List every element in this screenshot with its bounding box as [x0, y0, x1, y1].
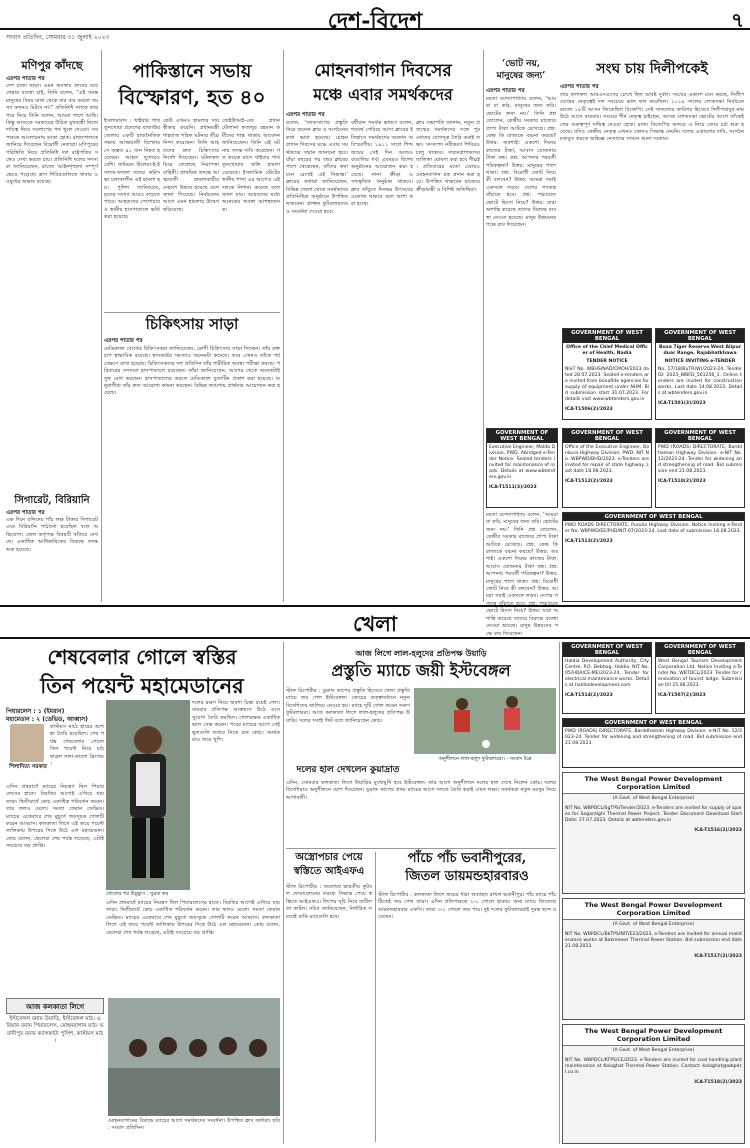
- bhabanipur-headline-2: জিতল ডায়মন্ডহারবারও: [405, 869, 529, 884]
- manipur-kicker: এরপর পাতার পর: [6, 76, 45, 82]
- wbpdcl-body: NIT No. WBPDCL/KTPS/CE/2023. e-Tenders are invited for coal handling plant maintenance at Kolaghat Thermal Power Station. Contact: kolaghat@wbpdcl.co.in: [565, 1058, 742, 1075]
- ifa-body: স্টাফ রিপোর্টার : অবশেষে ভারতীয় ফুটবল ফেডারেশনের তরফে সিদ্ধান্ত পেয়ে স্বস্তিতে আইএফএ। লিগের সূচি নিয়ে জটিলতা কাটল। সচিব জানিয়েছেন, নির্ধারিত সময়েই বাকি ম্যাচগুলি হবে।: [286, 884, 372, 920]
- eastbengal-body: স্টাফ রিপোর্টার : ডুরান্ড কাপের প্রস্তুতি হিসেবে খেলা প্রস্তুতি ম্যাচে জয় পেল ইস্টবেঙ্গল। কোচের তত্ত্বাবধানে নতুন বিদেশিদের ঝালিয়ে নেওয়া হয়। ম্যাচে দুটি গোল করেন তরুণ ফুটবলাররা। আজ কলকাতা লিগে লাল-হলুদের প্রতিপক্ষ উয়াড়ি। দলের সবাই ফিট বলে জানিয়েছেন কোচ।: [286, 688, 410, 724]
- ad-body: West Bengal Tourism Development Corporation Ltd. Notice Inviting e-Tender No. WBTDCL/2023. Tender for renovation of tourist lodge. Submission till 25.08.2023.: [658, 659, 742, 688]
- health-headline: চিকিৎসায় সাড়া: [145, 315, 239, 333]
- divider: [286, 848, 556, 849]
- wbpdcl-name: The West Bengal Power Development Corporation Limited: [563, 1025, 744, 1046]
- dateline: সংবাদ প্রতিদিন, সোমবার ৩১ জুলাই ২০২৩: [6, 34, 110, 41]
- wbpdcl-body: NIT No. WBPDCL/BkTPS/NIT/E23/2023. e-Tenders are invited for annual maintenance works at Bakreswar Thermal Power Station. Bid submission end date 21.08.2023.: [565, 932, 742, 949]
- eastbengal-caption: অনুশীলনে লাল-হলুদ ফুটবলাররা। - সংবাদ চিত্র: [438, 756, 532, 762]
- mohunbagan-kicker: এরপর পাতার পর: [286, 112, 325, 118]
- tender-ad: [655, 328, 745, 420]
- ad-header: GOVERNMENT OF WEST BENGAL: [563, 329, 651, 343]
- mohammedan-body-more: এদিন প্রথমার্ধে ম্যাচের নিয়ন্ত্রণ ছিল পিয়ারলেসের হাতে। বিরতির আগেই এগিয়ে যায় তারা। দ্বিতীয়ার্ধে কোচ একাধিক পরিবর্তন করেন। তার ফলও মেলে। সমতা ফেরান ডেভিড। ম্যাচের একেবারে শেষ মুহূর্তে জয়সূচক গোলটি করেন আব্বাস। কলকাতা লিগে এই জয়ে পয়েন্ট তালিকায় উপরের দিকে উঠে এল মহামেডান। কোচ বলেন, ছেলেরা শেষ পর্যন্ত লড়েছে, এটাই সবচেয়ে বড় প্রাপ্তি।: [106, 900, 280, 936]
- bhabanipur-body: স্টাফ রিপোর্টার : কলকাতা লিগে জয়ের ধারা অব্যাহত রাখল ভবানীপুর। পাঁচ ম্যাচে পাঁচটিতেই জয় পেল তারা। এদিন প্রতিপক্ষকে ২-০ গোলে হারায়। অন্য ম্যাচে জিতেছে ডায়মন্ডহারবার এফসি। তারা ৩-১ গোলে জয় পায়। দুই দলের ফুটবলাররাই দুরন্ত ছন্দে রয়েছেন।: [378, 892, 556, 921]
- divider: [104, 312, 280, 313]
- manipur-body: দেশ রাজ্য ছাড়া। এমন অবস্থায় তাদের ঘরে ফেরার ব্যবস্থা চাই, তিনি বলেন, “এই সমস্ত মানুষের বিষয় মাথা থেকে বার বার করলে সমস্যা কখনও মিটবে না।” প্রতিনিধি দলকে তারপরে নিয়ে তিনি বলেন, আমরা পাশে আছি। কিন্তু আজকে সরকারের উচিত মুখ্যমন্ত্রী নিজে দায়িত্ব নিয়ে সংলাপের পথ খুলে দেওয়া। সব পক্ষকে আলোচনায় ডাকা হোক। রাজ্যপালকে জানিয়ে দিয়েছেন বিরোধী নেতারা। মণিপুরের পরিস্থিতি নিয়ে প্রতিনিধি দল রাষ্ট্রপতির সঙ্গেও দেখা করতে চায়। প্রতিনিধি দলের সদস্যরা জানিয়েছেন, রাজ্যে আইনশৃঙ্খলা সম্পূর্ণ ভেঙে পড়েছে। ত্রাণ শিবিরগুলিতে খাবার ও ওষুধের অভাব রয়েছে।: [6, 83, 98, 186]
- wbpdcl-ad: [562, 1024, 745, 1144]
- ad-body: PWD (ROADS) DIRECTORATE, Barddhaman Highway Division. e-NIT No. 12/2023-24. Tender for widening and strengthening of road. Bid submission end 21.08.2023.: [658, 445, 742, 474]
- mohammedan-body: এদিন প্রথমার্ধে ম্যাচের নিয়ন্ত্রণ ছিল পিয়ারলেসের হাতে। বিরতির আগেই এগিয়ে যায় তারা। দ্বিতীয়ার্ধে কোচ একাধিক পরিবর্তন করেন। তার ফলও মেলে। সমতা ফেরান ডেভিড। ম্যাচের একেবারে শেষ মুহূর্তে জয়সূচক গোলটি করেন আব্বাস। কলকাতা লিগে এই জয়ে পয়েন্ট তালিকায় উপরের দিকে উঠে এল মহামেডান। কোচ বলেন, ছেলেরা শেষ পর্যন্ত লড়েছে, এটাই সবচেয়ে বড় প্রাপ্তি।: [6, 784, 104, 850]
- ad-header: GOVERNMENT OF WEST BENGAL: [563, 719, 744, 727]
- club-event-photo: [108, 998, 280, 1116]
- divider: [101, 50, 102, 602]
- ad-header: GOVERNMENT OF WEST BENGAL: [487, 429, 557, 443]
- mohammedan-photo: [106, 700, 190, 890]
- health-body: মেডিক্যাল বোর্ডের চিকিৎসকরা জানিয়েছেন, রোগী চিকিৎসায় সাড়া দিচ্ছেন। তাঁর রক্তচাপ স্বাভাবিক রয়েছে। শ্বাসকষ্টের সমস্যাও অনেকটা কমেছে। তবে এখনও তাঁকে পর্যবেক্ষণে রাখা হয়েছে। চিকিৎসকদের দল প্রতিদিন তাঁর শারীরিক অবস্থা পরীক্ষা করছে। পরিবারের সদস্যরা হাসপাতালে রয়েছেন। তাঁরা জানিয়েছেন, আগের থেকে অনেকটাই সুস্থ বোধ করছেন। হাসপাতালের তরফে মেডিক্যাল বুলেটিন প্রকাশ করা হয়েছে। অনুরাগীরা তাঁর দ্রুত আরোগ্য কামনা করছেন। বিভিন্ন জায়গায় প্রার্থনার আয়োজন করা হয়েছে।: [104, 346, 280, 397]
- wbpdcl-ad: [562, 898, 745, 1020]
- wbpdcl-sub: (A Govt. of West Bengal Enterprise): [612, 796, 695, 801]
- mohammedan-intro: কাস্টমস মাঠে হারের আশঙ্কা তৈরি হয়েছিল। শেষ পর্যন্ত শেষবেলার গোলে তিন পয়েন্ট নিয়ে মাঠ ছাড়ল সাদা-কালো ব্রিগেড।: [50, 724, 104, 768]
- vote-headline-2: মানুষের জন্য’: [496, 71, 546, 81]
- ad-body: PWD ROADS DIRECTORATE, Purulia Highway Division. Notice Inviting e-Tender No. WBPWD/EE/PHD/NIT-07/2023-24. Last date of submission 16.08.2023.: [565, 523, 742, 534]
- vote-body-cont: মমতা বন্দ্যোপাধ্যায় বলেন, ‘আমরা যা করি, মানুষের জন্য করি। ভোটের জন্য নয়।’ তিনি প্রশ্ন তোলেন, কেন্দ্রীয় সরকার রাজ্যের প্রাপ্য টাকা আটকে রেখেছে। প্রশ্ন: কেন্দ্র কি রাজ্যকে বঞ্চনা করছে? উত্তর: অবশ্যই। একশো দিনের কাজের টাকা, আবাস যোজনার টাকা বন্ধ। প্রশ্ন: আপনার পরবর্তী পরিকল্পনা? উত্তর: মানুষের পাশে থাকা। প্রশ্ন: বিরোধী জোট নিয়ে কী বলবেন? উত্তর: আমরা সবাই একসঙ্গে লড়ব। দেশের গণতন্ত্র বাঁচাতে হবে। প্রশ্ন: পঞ্চায়েত ভোটে হিংসা নিয়ে? উত্তর: যারা অশান্তি করেছে তাদের বিরুদ্ধে ব্যবস্থা নেওয়া হয়েছে। মানুষ উন্নয়নের পক্ষে রায় দিয়েছেন।: [486, 512, 558, 637]
- ad-ica: ICA-T1514(2)/2023: [565, 693, 613, 698]
- score-line-2: মহামেডান : ২ (ডেভিড, আব্বাস): [6, 716, 88, 723]
- ad-ica: ICA-T1513(2)/2023: [565, 539, 613, 544]
- ad-ica: ICA-T1510(2)/2023: [658, 479, 706, 484]
- wbpdcl-sub: (A Govt. of West Bengal Enterprise): [612, 1048, 695, 1053]
- wbpdcl-body: NIT No. WBPDCL/SgTPS/Tender/2023. e-Tenders are invited for supply of spares for Sagardighi Thermal Power Project. Tender Document Download Start Date: 27.07.2023. Details at wbtenders.gov.in: [565, 806, 742, 823]
- eastbengal-subheading: দলের হাল দেখলেন কুয়াদ্রাত: [296, 765, 400, 775]
- mohammedan-body-cont: দলের রক্ষণ নিয়ে অবশ্য চিন্তা রয়েই গেল। বারবার প্রতিপক্ষ আক্রমণে উঠে এসে সুযোগ তৈরি করছিল। গোলরক্ষক একাধিক ভাল সেভ করেন। পরের ম্যাচের আগে সেই ভুলগুলি শুধরে নিতে চান কোচ। সমর্থকরাও জয়ে খুশি।: [192, 700, 280, 744]
- event-caption: মোহনবাগানের বিরুদ্ধে ম্যাচের আগে সমর্থকদের সংবর্ধনা। উপস্থিত ক্লাব কর্তারা। ছবি : সংবাদ প্রতিদিন।: [108, 1118, 280, 1132]
- wbpdcl-ica: ICA-T1517(2)/2023: [694, 954, 742, 959]
- tender-ad: [486, 428, 558, 508]
- tender-ad: [562, 642, 652, 714]
- wbpdcl-ica: ICA-T1518(2)/2023: [694, 1080, 742, 1085]
- pakistan-body-2: কেউ এখনও হামলার দায় স্বীকার করেনি। প্রধানমন্ত্রী শাহবাজ শরিফ ঘটনার তীব্র নিন্দা করেছেন। তিনি আহতদের দ্রুত চিকিৎসার নির্দেশ দিয়েছেন। ঘটনাস্থল ঘিরে ফেলেছে নিরাপত্তা বাহিনী। প্রাথমিক তদন্তে আত্মঘাতী হামলাকারীর দেহাংশ উদ্ধার হয়েছে বলে জানা গিয়েছে। নির্বাচনের আগে এমন হামলায় উদ্বেগ ছড়িয়েছে।: [163, 118, 219, 213]
- divider: [283, 50, 284, 602]
- tender-ad: [562, 718, 745, 768]
- ad-title: Buxa Tiger Reserve West Alipurduar Range, Rajabhatkhawa: [659, 345, 741, 356]
- league-fixtures: ইস্টবেঙ্গল বনাম উয়াড়ি, ইস্টবেঙ্গল মাঠ। এরিয়ান বনাম পিয়ারলেস, মোহনবাগান মাঠ। ভবানীপুর বনাম ক্যালকাটা পুলিশ, কাস্টমস মাঠ।: [6, 1016, 104, 1045]
- eastbengal-kicker: আজ লিগে লাল-হলুদের প্রতিপক্ষ উয়াড়ি: [355, 649, 487, 658]
- cigarette-kicker: এরপর পাতার পর: [6, 510, 45, 516]
- pakistan-headline-1: পাকিস্তানে সভায়: [132, 61, 252, 82]
- byline: শিলাদিত্য সরকার: [9, 764, 47, 770]
- manipur-headline: মণিপুর কাঁদছে: [21, 59, 83, 72]
- mohunbagan-body-2: বর্ষীয়ান সমর্থক ভাষণে বলেন, শতবর্ষ পেরিয়ে আসা ক্লাবের ইতিহাসে সমর্থকদের অবদান অবিস্মরণীয়। ১৯১১ সালে শিল্ড জয়ের সেই দিন আজও বাঙালির গর্ব। এবছরও বিশেষ অনুষ্ঠানের আয়োজন করা হয়েছে। নানা ক্রীড়া ও সাংস্কৃতিক অনুষ্ঠান থাকবে। ক্লাব তাঁবুতে দিনভর উৎসবের মেজাজ থাকবে বলে আশা করা হচ্ছে।: [351, 120, 413, 208]
- page-number: ৭: [730, 8, 744, 32]
- mohunbagan-headline-2: মঞ্চে এবার সমর্থকদের: [313, 85, 453, 104]
- ad-header: GOVERNMENT OF WEST BENGAL: [563, 643, 651, 657]
- ad-ica: ICA-T1507(2)/2023: [658, 693, 706, 698]
- divider: [375, 852, 376, 1142]
- wbpdcl-name: The West Bengal Power Development Corporation Limited: [563, 899, 744, 920]
- ad-ica: ICA-T1511(3)/2023: [489, 485, 537, 490]
- reporter-avatar: [10, 724, 44, 762]
- training-image: [414, 688, 556, 754]
- cigarette-body: এক দিনে বন্দিদের পাঁচ লক্ষ টাকার সিগারেট এবং বিরিয়ানি পাঠানো হয়েছিল বলে অভিযোগ। জেল কর্তৃপক্ষ বিষয়টি খতিয়ে দেখছে। একাধিক আধিকারিকের বিরুদ্ধে তদন্ত শুরু হয়েছে।: [6, 517, 98, 553]
- bhabanipur-headline-1: পাঁচে পাঁচ ভবানীপুরের,: [407, 851, 527, 866]
- dilip-kicker: এরপর পাতার পর: [560, 84, 599, 90]
- ad-header: GOVERNMENT OF WEST BENGAL: [563, 429, 651, 443]
- ad-ica: ICA-T1501(3)/2023: [658, 401, 706, 406]
- ad-subtitle: TENDER NOTICE: [586, 359, 628, 364]
- ad-header: GOVERNMENT OF WEST BENGAL: [656, 329, 744, 343]
- wbpdcl-ica: ICA-T1516(2)/2023: [694, 828, 742, 833]
- footballer-image: [106, 700, 190, 890]
- ad-body: Executive Engineer, Malda Division, PWD. Abridged e-Tender Notice. Sealed tenders invited for maintenance of roads. Details at www.wbtenders.gov.in: [489, 445, 555, 480]
- crowd-image: [108, 998, 280, 1116]
- cigarette-headline: সিগারেট, বিরিয়ানি: [14, 495, 90, 506]
- mohunbagan-body-1: বলেন, ‘জাতসাপের প্রস্তুতি নিয়ে অনেক ক্লাব ও সংগঠনের কথা ভাবা হয়েছে। মোহনবাগান দিবসের মঞ্চে এবার সমর্থকদের সম্মান জানানো হবে। যাঁরা বছরের পর বছর ক্লাবের পাশে থেকেছেন, তাঁদের কথা মনে রেখেই এই সিদ্ধান্ত।’ ক্লাবের কর্তারা জানিয়েছেন, বিভিন্ন জেলা থেকে সমর্থকদের প্রতিনিধিরা অনুষ্ঠানে উপস্থিত থাকবেন। প্রাক্তন ফুটবলারদেরও সংবর্ধনা দেওয়া হবে।: [286, 120, 348, 215]
- vote-headline-1: ‘ভোট নয়,: [502, 59, 540, 69]
- dilip-body: তার ফলাফল আরএসএসের চোখে ছিল যথেষ্ট দুর্বল। সংঘের একাংশ মনে করছে, দিলীপ ঘোষের নেতৃত্বেই দল সবচেয়ে ভাল ফল করেছিল। ২০১৯ সালের লোকসভা নির্বাচনে রাজ্যে ১৮টি আসন জিতেছিল বিজেপি। সেই সাফল্যের কারিগর হিসেবে দিলীপবাবুর নাম উঠে আসে বারবার। সংঘের শীর্ষ নেতৃত্ব চাইছেন, আসন্ন লোকসভা ভোটের আগে তাঁকেই ফের গুরুত্বপূর্ণ দায়িত্ব দেওয়া হোক। রাজ্য বিজেপির অন্দরে এ নিয়ে জোর চর্চা শুরু হয়েছে। যদিও কেন্দ্রীয় নেতৃত্ব এখনও কোনও সিদ্ধান্ত নেয়নি। দলের একাংশের দাবি, সংগঠন মজবুত করতে অভিজ্ঞ নেতাদের সামনে আনা দরকার।: [560, 92, 744, 143]
- ad-body: No. 17/18/BuTR(W)/2023-24. Tender ID: 2023_WBFD_561256_1. Online tenders are invited for construction works. Last date 14.08.2023. Details at wbtenders.gov.in: [658, 367, 742, 396]
- wbpdcl-name: The West Bengal Power Development Corporation Limited: [563, 773, 744, 794]
- eastbengal-headline: প্রস্তুতি ম্যাচে জয়ী ইস্টবেঙ্গল: [331, 661, 511, 680]
- ad-body: NIeT No. WBHS/NAD/CMOH/2023 dated 28.07.2023. Sealed e-tenders are invited from bonafide agencies for supply of equipment under NHM. Bid submission start 31.07.2023. For details visit www.wbtenders.gov.in: [565, 367, 649, 402]
- section-title: দেশ-বিদেশ: [327, 8, 423, 34]
- pakistan-headline-2: বিস্ফোরণ, হত ৪০: [118, 85, 266, 109]
- eastbengal-photo: [414, 688, 556, 754]
- ad-header: GOVERNMENT OF WEST BENGAL: [563, 513, 744, 521]
- league-box-title: আজ কলকাতা লিগে: [25, 1003, 85, 1011]
- ad-title: Office of the Chief Medical Officer of Health, Nadia: [566, 345, 648, 356]
- mohammedan-headline-2: তিন পয়েন্ট মহামেডানের: [40, 673, 244, 698]
- eastbengal-subbody: এদিন, সোমবার কলকাতা লিগে উয়াড়ির মুখোমুখি হবে ইস্টবেঙ্গল। তার আগে অনুশীলনে দলের হাল দেখে নিলেন কোচ। দলের বিদেশিরাও অনুশীলনে যোগ দিয়েছেন। ডুরান্ড কাপের প্রথম ম্যাচের আগে দলকে তৈরি করাই এখন লক্ষ্য। সমর্থকরা নতুন মরসুম নিয়ে আশাবাদী।: [286, 780, 556, 801]
- tender-ad: [655, 642, 745, 714]
- vote-body: মমতা বন্দ্যোপাধ্যায় বলেন, ‘আমরা যা করি, মানুষের জন্য করি। ভোটের জন্য নয়।’ তিনি প্রশ্ন তোলেন, কেন্দ্রীয় সরকার রাজ্যের প্রাপ্য টাকা আটকে রেখেছে। প্রশ্ন: কেন্দ্র কি রাজ্যকে বঞ্চনা করছে? উত্তর: অবশ্যই। একশো দিনের কাজের টাকা, আবাস যোজনার টাকা বন্ধ। প্রশ্ন: আপনার পরবর্তী পরিকল্পনা? উত্তর: মানুষের পাশে থাকা। প্রশ্ন: বিরোধী জোট নিয়ে কী বলবেন? উত্তর: আমরা সবাই একসঙ্গে লড়ব। দেশের গণতন্ত্র বাঁচাতে হবে। প্রশ্ন: পঞ্চায়েত ভোটে হিংসা নিয়ে? উত্তর: যারা অশান্তি করেছে তাদের বিরুদ্ধে ব্যবস্থা নেওয়া হয়েছে। মানুষ উন্নয়নের পক্ষে রায় দিয়েছেন।: [486, 96, 556, 228]
- ifa-headline-2: স্বস্তিতে আইএফএ: [293, 866, 365, 877]
- divider: [283, 642, 284, 1144]
- photo-caption: গোলের পর উচ্ছ্বাস : সুব্রত কর: [106, 891, 169, 897]
- tender-ad: [562, 328, 652, 420]
- ad-header: GOVERNMENT OF WEST BENGAL: [656, 429, 744, 443]
- mohammedan-headline-1: শেষবেলার গোলে স্বস্তির: [47, 645, 237, 669]
- ifa-headline-1: অস্ত্রোপচার পেয়ে: [295, 852, 363, 863]
- ad-body: PWD (ROADS) DIRECTORATE, Barddhaman Highway Division. e-NIT No. 12/2023-24. Tender for widening and strengthening of road. Bid submission end 21.08.2023.: [565, 729, 742, 746]
- sports-title: খেলা: [352, 611, 398, 636]
- pakistan-body-3: জেইউআই-এফ প্রধান মৌলানা ফজলুর রহমান কর্মীদের শান্ত থাকার আবেদন জানিয়েছেন। তিনি এই ঘটনায় তদন্ত দাবি করেছেন। গত কয়েক মাসে খাইবার পাখতুনখোয়ায় জঙ্গি হামলা বেড়েছে। ইসলামিক স্টেটের স্থানীয় শাখা এর আগেও এই দলকে নিশানা করেছে বলে জানা যায়। আহতদের মধ্যে অনেকের অবস্থা আশঙ্কাজনক।: [222, 118, 280, 213]
- divider: [483, 50, 484, 602]
- wbpdcl-sub: (A Govt. of West Bengal Enterprise): [612, 922, 695, 927]
- score-line-1: পিয়ারলেস : ১ (ইমরান): [6, 708, 65, 715]
- tender-ad: [562, 428, 652, 508]
- health-kicker: এরপর পাতার পর: [104, 338, 143, 344]
- pakistan-body-1: ইসলামাবাদ : খাইবার পাখতুনখোয়া প্রদেশের বাজাউর জেলায় একটি রাজনৈতিক সভায় আত্মঘাতী বিস্ফোরণে অন্তত ৪০ জন নিহত হয়েছেন। আহত দুশোরও বেশি। জমিয়ত উলেমা-ই-ইসলাম-ফজল দলের কর্মিসভা চলাকালীন এই হামলা হয়। পুলিশ জানিয়েছে, মৃতের সংখ্যা আরও বাড়তে পারে। আহতদের পেশোয়ার ও স্থানীয় হাসপাতালে ভর্তি করা হয়েছে।: [104, 118, 160, 221]
- mohunbagan-body-3: ক্লাব সভাপতি জানান, নতুন প্রজন্মের সমর্থকদের সঙ্গে পুরনোদের যোগসূত্র তৈরি করাই লক্ষ্য। সদস্যপদ নবীকরণ শিবিরও চালু থাকবে। সম্মানপ্রাপকদের তালিকা ঘোষণা করা হবে শীঘ্রই। প্রতিবারের মতো এবারও মোহনবাগান রত্ন প্রদান করা হবে। উপস্থিত থাকবেন রাজ্যের ক্রীড়ামন্ত্রী ও বিশিষ্ট অতিথিরা।: [416, 120, 480, 193]
- ad-body: Haldia Development Authority, City Centre, P.O. Debhog, Haldia. NIT No. 05/HDA/CE-ME/2023-24. Tender for electrical maintenance works. Details at haldiadevelopment.com: [565, 659, 650, 688]
- vote-kicker: এরপর পাতার পর: [486, 88, 525, 94]
- ad-header: GOVERNMENT OF WEST BENGAL: [656, 643, 744, 657]
- divider: [559, 642, 560, 1144]
- mohunbagan-headline-1: মোহনবাগান দিবসের: [314, 61, 452, 81]
- ad-body: Office of the Executive Engineer, Bankura Highway Division, PWD. NIT No. WBPWD/BHD/2023. e-Tenders are invited for repair of state highway. Last date 18.08.2023.: [565, 445, 649, 474]
- ad-ica: ICA-T1506(2)/2023: [565, 407, 613, 412]
- dilip-headline: সংঘ চায় দিলীপকেই: [596, 61, 708, 77]
- ad-ica: ICA-T1512(2)/2023: [565, 479, 613, 484]
- ad-subtitle: NOTICE INVITING e-TENDER: [664, 359, 736, 364]
- wbpdcl-ad: [562, 772, 745, 894]
- tender-ad: [562, 512, 745, 602]
- tender-ad: [655, 428, 745, 508]
